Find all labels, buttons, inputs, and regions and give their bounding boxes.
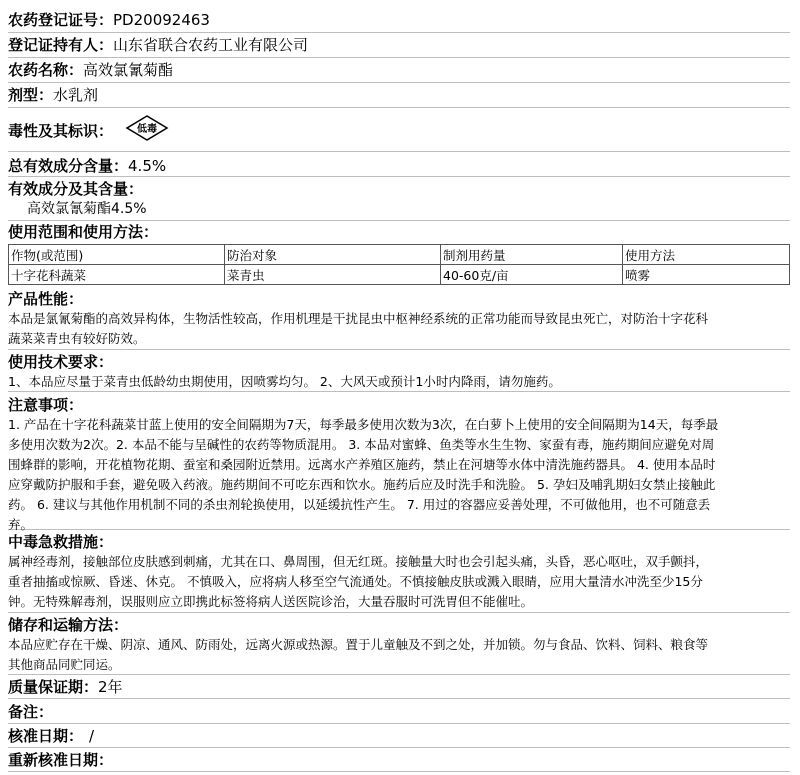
- toxicity-label: 毒性及其标识：: [8, 121, 114, 140]
- ingredients-row: [8, 177, 790, 221]
- first-aid-line: 属神经毒剂，接触部位皮肤感到刺痛，尤其在口、鼻周围，但无红斑。接触量大时也会引起头痛，头昏，恶心呕吐，双手颤抖，: [8, 554, 709, 569]
- holder-value: 山东省联合农药工业有限公司: [113, 36, 309, 54]
- precautions-section: [8, 392, 790, 530]
- technique-line: 1、本品应尽量于菜青虫低龄幼虫期使用，因喷雾均匀。 2、大风天或预计1小时内降雨，请勿施药。: [8, 374, 561, 389]
- usage-header-cell: 制剂用药量: [441, 245, 623, 265]
- warranty-label: 质量保证期：: [8, 678, 99, 696]
- usage-section: [8, 221, 790, 289]
- formulation-row: [8, 83, 790, 108]
- holder-label: 登记证持有人：: [8, 36, 114, 54]
- usage-cell: 40-60克/亩: [441, 265, 623, 285]
- performance-label: 产品性能：: [8, 290, 84, 308]
- usage-header-cell: 防治对象: [225, 245, 441, 265]
- usage-label: 使用范围和使用方法：: [8, 223, 159, 241]
- name-row: [8, 58, 790, 83]
- precautions-label: 注意事项：: [8, 396, 84, 414]
- holder-row: [8, 33, 790, 58]
- warranty-row: [8, 675, 790, 699]
- first-aid-section: [8, 530, 790, 613]
- total-content-label: 总有效成分含量：: [8, 157, 129, 175]
- usage-cell: 喷雾: [623, 265, 790, 285]
- approval-date-label: 核准日期：: [8, 727, 84, 745]
- reg-no-row: [8, 8, 790, 33]
- remarks-row: [8, 699, 790, 724]
- storage-line: 本品应贮存在干燥、阴凉、通风、防雨处，远离火源或热源。置于儿童触及不到之处，并加锁。勿与食品、饮料、饲料、粮食等: [8, 637, 709, 652]
- low-toxicity-icon: [125, 114, 169, 147]
- usage-header-cell: 使用方法: [623, 245, 790, 265]
- table-row: [9, 265, 790, 285]
- remarks-label: 备注：: [8, 703, 54, 721]
- usage-header-row: [9, 245, 790, 265]
- technique-label: 使用技术要求：: [8, 353, 114, 371]
- ingredients-label: 有效成分及其含量：: [8, 180, 144, 198]
- toxicity-diamond: [125, 114, 169, 142]
- storage-line: 其他商品同贮同运。: [8, 657, 121, 672]
- precautions-line: 应穿戴防护服和手套，避免吸入药液。施药期间不可吃东西和饮水。施药后应及时洗手和洗脸。 5. 孕妇及哺乳期妇女禁止接触此: [8, 477, 716, 492]
- total-content-row: [8, 152, 790, 177]
- technique-section: [8, 350, 790, 392]
- approval-date-value: /: [89, 727, 95, 745]
- performance-line: 本品是氯氰菊酯的高效异构体，生物活性较高，作用机理是干扰昆虫中枢神经系统的正常功能而导致昆虫死亡，对防治十字花科: [8, 311, 709, 326]
- precautions-line: 药。 6. 建议与其他作用机制不同的杀虫剂轮换使用，以延缓抗性产生。 7. 用过的容器应妥善处理，不可做他用，也不可随意丢: [8, 497, 711, 512]
- total-content-value: 4.5%: [128, 157, 167, 175]
- precautions-line: 1. 产品在十字花科蔬菜甘蓝上使用的安全间隔期为7天，每季最多使用次数为3次，在白萝卜上使用的安全间隔期为14天，每季最: [8, 417, 719, 432]
- first-aid-label: 中毒急救措施：: [8, 533, 114, 551]
- storage-label: 储存和运输方法：: [8, 616, 129, 634]
- precautions-line: 多使用次数为2次。2. 本品不能与呈碱性的农药等物质混用。 3. 本品对蜜蜂、鱼类等水生生物、家蚕有毒，施药期间应避免对周: [8, 437, 715, 452]
- ingredient-item: 高效氯氰菊酯4.5%: [27, 201, 147, 217]
- formulation-label: 剂型：: [8, 86, 54, 104]
- usage-table: [8, 244, 790, 285]
- pesticide-label: [8, 8, 790, 772]
- formulation-value: 水乳剂: [53, 86, 99, 104]
- reg-no-label: 农药登记证号：: [8, 11, 114, 29]
- toxicity-row: [8, 108, 790, 152]
- first-aid-line: 钟。无特殊解毒剂，误服则应立即携此标签将病人送医院诊治，大量吞服时可洗胃但不能催吐。: [8, 594, 534, 609]
- approval-date-row: [8, 724, 790, 748]
- warranty-value: 2年: [98, 678, 123, 696]
- toxicity-badge: 低毒: [137, 124, 158, 135]
- name-label: 农药名称：: [8, 61, 84, 79]
- reapproval-date-row: [8, 748, 790, 772]
- usage-cell: 菜青虫: [225, 265, 441, 285]
- storage-section: [8, 613, 790, 675]
- precautions-line: 围蜂群的影响，开花植物花期、蚕室和桑园附近禁用。远离水产养殖区施药，禁止在河塘等水体中清洗施药器具。 4. 使用本品时: [8, 457, 716, 472]
- reapproval-date-label: 重新核准日期：: [8, 751, 114, 769]
- usage-header-cell: 作物(或范围): [9, 245, 225, 265]
- performance-line: 蔬菜菜青虫有较好防效。: [8, 331, 146, 346]
- first-aid-line: 重者抽搐或惊厥、昏迷、休克。 不慎吸入，应将病人移至空气流通处。不慎接触皮肤或溅入眼睛，应用大量清水冲洗至少15分: [8, 574, 703, 589]
- reg-no-value: PD20092463: [113, 11, 210, 29]
- name-value: 高效氯氰菊酯: [83, 61, 174, 79]
- precautions-line: 弃。: [8, 517, 34, 532]
- performance-section: [8, 289, 790, 350]
- usage-cell: 十字花科蔬菜: [9, 265, 225, 285]
